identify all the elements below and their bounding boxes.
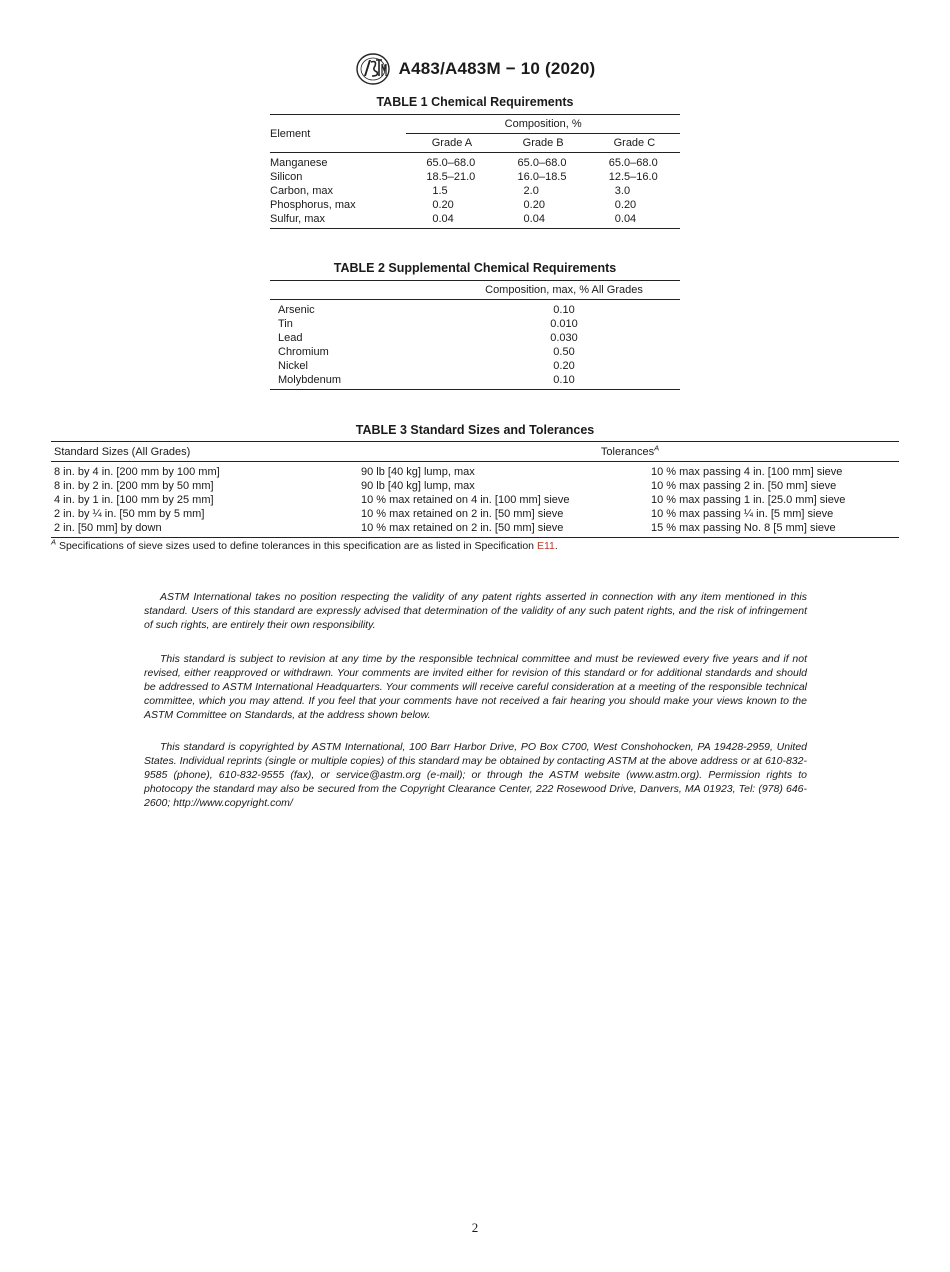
table1-value-cell: 1.5	[432, 185, 448, 197]
table-row	[51, 479, 899, 493]
table1-value-cell: 0.20	[523, 199, 545, 211]
table3-sizes-tolerances	[51, 441, 899, 538]
table-row	[51, 521, 899, 538]
table2-value-cell: 0.20	[553, 360, 575, 372]
table1-value-cell: 65.0–68.0	[517, 157, 567, 169]
table1-grade-header: Grade B	[498, 134, 589, 153]
footnote-marker: A	[654, 442, 660, 452]
table1-element-cell: Carbon, max	[270, 185, 333, 197]
table2-element-cell: Tin	[278, 318, 293, 330]
footnote-text: Specifications of sieve sizes used to define tolerances in this specification are as listed in Specification	[58, 540, 537, 552]
table1-value-cell: 0.20	[432, 199, 454, 211]
table1-element-cell: Sulfur, max	[270, 213, 326, 225]
table3-tolerance-cell: 10 % max passing ¼ in. [5 mm] sieve	[651, 508, 834, 520]
astm-logo-icon	[355, 52, 391, 86]
table-row	[270, 153, 680, 171]
table-row	[270, 170, 680, 184]
revision-notice-paragraph: This standard is subject to revision at any time by the responsible technical committee and must be reviewed every five years and if not revised, either reapproved or withdrawn. Your comments are invited either for revision of this standard or for additional standards and should be addressed to ASTM International Headquarters. Your comments will receive careful consideration at a meeting of the responsible technical committee, which you may attend. If you feel that your comments have not received a fair hearing you should make your views known to the ASTM Committee on Standards, at the address shown below.	[144, 653, 807, 721]
table3-tolerance-cell: 90 lb [40 kg] lump, max	[361, 466, 475, 478]
table-row	[270, 300, 680, 318]
table3-sizes-header: Standard Sizes (All Grades)	[51, 442, 361, 462]
table2-element-cell: Nickel	[278, 360, 308, 372]
table1-composition-header: Composition, %	[406, 115, 680, 134]
e11-reference-link[interactable]: E11	[536, 540, 555, 552]
table3-size-cell: 4 in. by 1 in. [100 mm by 25 mm]	[54, 494, 214, 506]
table3-tolerance-cell: 90 lb [40 kg] lump, max	[361, 480, 475, 492]
table3-caption: TABLE 3 Standard Sizes and Tolerances	[355, 423, 595, 437]
table2-value-cell: 0.10	[553, 374, 575, 386]
table1-value-cell: 18.5–21.0	[426, 171, 476, 183]
table1-value-cell: 3.0	[614, 185, 631, 197]
copyright-notice-paragraph: This standard is copyrighted by ASTM International, 100 Barr Harbor Drive, PO Box C700, West Conshohocken, PA 19428-2959, United States. Individual reprints (single or multiple copies) of this standard may be obtained by contacting ASTM at the above address or at 610-832-9585 (phone), 610-832-9555 (fax), or service@astm.org (e-mail); or through the ASTM website (www.astm.org). Permission rights to photocopy the standard may also be secured from the Copyright Clearance Center, 222 Rosewood Drive, Danvers, MA 01923, Tel: (978) 646-2600; http://www.copyright.com/	[144, 741, 807, 809]
table1-value-cell: 0.04	[432, 213, 454, 225]
table2-value-cell: 0.030	[550, 332, 578, 344]
table-row	[270, 345, 680, 359]
table3-tolerances-label: Tolerances	[600, 445, 655, 458]
table-row	[270, 198, 680, 212]
table3-size-cell: 2 in. [50 mm] by down	[54, 522, 162, 534]
table3-tolerance-cell: 10 % max passing 2 in. [50 mm] sieve	[651, 480, 837, 492]
table-row	[270, 359, 680, 373]
table-row	[270, 184, 680, 198]
table1-element-cell: Phosphorus, max	[270, 199, 356, 211]
table2-element-cell: Chromium	[278, 346, 329, 358]
table1-value-cell: 0.04	[523, 213, 545, 225]
table1-value-cell: 2.0	[523, 185, 539, 197]
table2-element-cell: Molybdenum	[278, 374, 341, 386]
table1-chemical-requirements	[270, 114, 680, 229]
table2-element-cell: Arsenic	[278, 304, 315, 316]
table-row	[270, 331, 680, 345]
table3-size-cell: 8 in. by 4 in. [200 mm by 100 mm]	[54, 466, 220, 478]
table3-size-cell: 2 in. by ¼ in. [50 mm by 5 mm]	[54, 508, 205, 520]
page-number: 2	[471, 1220, 479, 1235]
table2-empty-header	[270, 281, 448, 300]
footnote-marker: A	[51, 537, 57, 547]
table1-value-cell: 16.0–18.5	[517, 171, 567, 183]
table1-value-cell: 12.5–16.0	[608, 171, 658, 183]
table1-element-header: Element	[270, 115, 406, 153]
table1-value-cell: 65.0–68.0	[608, 157, 658, 169]
table1-value-cell: 65.0–68.0	[426, 157, 476, 169]
table3-size-cell: 8 in. by 2 in. [200 mm by 50 mm]	[54, 480, 214, 492]
table2-supplemental-requirements	[270, 280, 680, 390]
table3-tolerances-header	[361, 442, 899, 462]
document-designation: A483/A483M − 10 (2020)	[398, 59, 596, 78]
table3-tolerance-cell: 10 % max passing 1 in. [25.0 mm] sieve	[651, 494, 846, 506]
table3-tolerance-cell: 10 % max retained on 2 in. [50 mm] sieve	[361, 508, 564, 520]
patent-notice-paragraph: ASTM International takes no position respecting the validity of any patent rights asserted in connection with any item mentioned in this standard. Users of this standard are expressly advised that determination of the validity of any such patent rights, and the risk of infringement of such rights, are entirely their own responsibility.	[144, 591, 807, 631]
table3-footnote	[51, 537, 558, 552]
table2-value-cell: 0.10	[553, 304, 575, 316]
table2-value-cell: 0.010	[550, 318, 578, 330]
table1-element-cell: Silicon	[270, 171, 303, 183]
table1-grade-header: Grade A	[406, 134, 497, 153]
table3-tolerance-cell: 10 % max retained on 4 in. [100 mm] sieve	[361, 494, 570, 506]
table-row	[270, 373, 680, 390]
table3-tolerance-cell: 15 % max passing No. 8 [5 mm] sieve	[651, 522, 836, 534]
table-row	[51, 493, 899, 507]
footnote-period: .	[554, 540, 558, 552]
table3-tolerance-cell: 10 % max passing 4 in. [100 mm] sieve	[651, 466, 843, 478]
table1-grade-header: Grade C	[589, 134, 680, 153]
table2-value-cell: 0.50	[553, 346, 575, 358]
table2-caption: TABLE 2 Supplemental Chemical Requirements	[333, 261, 617, 275]
table-row	[51, 507, 899, 521]
table1-value-cell: 0.04	[614, 213, 637, 225]
table3-tolerance-cell: 10 % max retained on 2 in. [50 mm] sieve	[361, 522, 564, 534]
table1-value-cell: 0.20	[614, 199, 637, 211]
table2-composition-header: Composition, max, % All Grades	[448, 281, 680, 300]
table1-caption: TABLE 1 Chemical Requirements	[376, 95, 574, 109]
table2-element-cell: Lead	[278, 332, 303, 344]
table-row	[51, 462, 899, 480]
table-row	[270, 317, 680, 331]
table1-element-cell: Manganese	[270, 157, 328, 169]
table-row	[270, 212, 680, 229]
document-header	[0, 52, 950, 86]
